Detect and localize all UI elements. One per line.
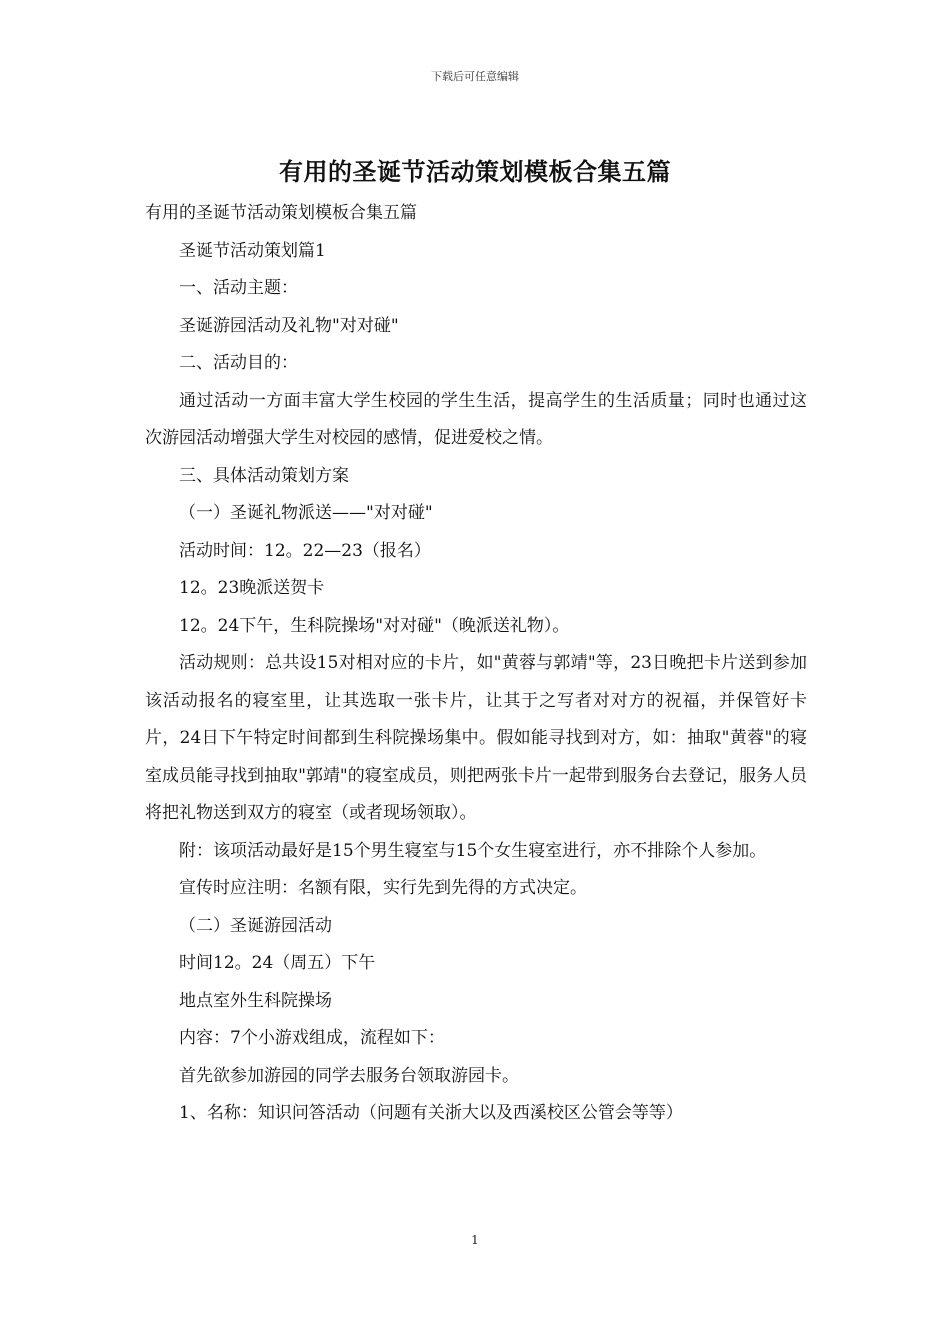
paragraph: 12。24下午，生科院操场"对对碰"（晚派送礼物）。 — [179, 615, 570, 636]
paragraph-rules: 活动规则：总共设15对相对应的卡片，如"黄蓉与郭靖"等，23日晚把卡片送到参加该活动报名的寝室里，让其选取一张卡片，让其于之写者对对方的祝福，并保管好卡片，24日下午特定时间都到生科院操场集中。假如能寻找到对方，如：抽取"黄蓉"的寝室成员能寻找到抽取"郭靖"的寝室成员，则把两张卡片一起带到服务台去登记，服务人员将把礼物送到双方的寝室（或者现场领取）。 — [145, 653, 807, 823]
paragraph-section-heading: 圣诞节活动策划篇1 — [179, 240, 326, 261]
header-note: 下载后可任意编辑 — [431, 70, 519, 83]
document-body — [145, 195, 807, 1133]
paragraph: 首先欲参加游园的同学去服务台领取游园卡。 — [179, 1065, 519, 1086]
paragraph-purpose-heading: 二、活动目的： — [179, 353, 298, 373]
paragraph-subheading: （二）圣诞游园活动 — [179, 915, 332, 936]
paragraph-subheading: （一）圣诞礼物派送——"对对碰" — [179, 503, 433, 523]
paragraph: 12。23晚派送贺卡 — [179, 578, 325, 598]
paragraph-note: 附：该项活动最好是15个男生寝室与15个女生寝室进行，亦不排除个人参加。 — [179, 840, 767, 861]
paragraph-plan-heading: 三、具体活动策划方案 — [179, 465, 349, 486]
paragraph: 1、名称：知识问答活动（问题有关浙大以及西溪校区公管会等等） — [179, 1103, 683, 1123]
paragraph: 宣传时应注明：名额有限，实行先到先得的方式决定。 — [179, 878, 587, 898]
page-number: 1 — [471, 1233, 479, 1247]
paragraph: 地点室外生科院操场 — [179, 990, 332, 1011]
paragraph-subtitle: 有用的圣诞节活动策划模板合集五篇 — [145, 203, 417, 223]
paragraph: 通过活动一方面丰富大学生校园的学生生活，提高学生的生活质量；同时也通过这次游园活动增强大学生对校园的感情，促进爱校之情。 — [145, 390, 807, 448]
document-title: 有用的圣诞节活动策划模板合集五篇 — [279, 158, 671, 186]
paragraph: 时间12。24（周五）下午 — [179, 953, 376, 973]
paragraph: 活动时间：12。22—23（报名） — [179, 540, 431, 561]
paragraph: 内容：7个小游戏组成，流程如下： — [179, 1028, 445, 1048]
paragraph-theme-heading: 一、活动主题： — [179, 278, 298, 298]
paragraph: 圣诞游园活动及礼物"对对碰" — [179, 315, 399, 336]
